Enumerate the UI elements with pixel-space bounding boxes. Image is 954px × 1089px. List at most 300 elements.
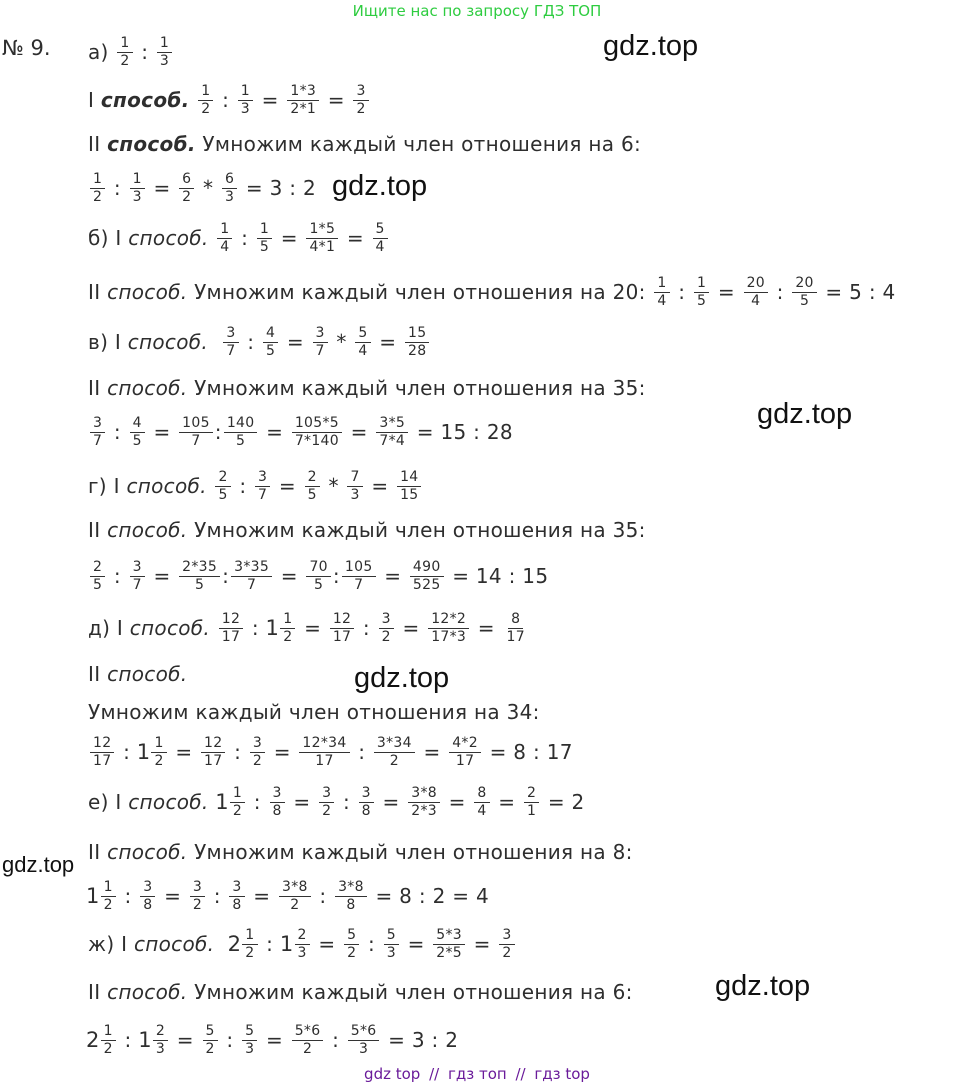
fraction-denominator: 4*1 [309,238,336,255]
fraction-denominator: 5 [218,486,228,503]
fraction [292,1024,324,1057]
fraction [379,612,394,645]
fraction-denominator: 5 [259,238,270,255]
footer-link-gdz-top-ru[interactable]: гдз топ [447,1065,507,1083]
fraction-numerator: 6 [222,172,237,189]
method-label: способ. [107,840,188,864]
method-label: способ. [133,932,215,956]
fraction-numerator: 3 [90,416,105,433]
math-text [209,226,216,250]
method-label: способ. [128,790,209,814]
math-text: : [247,790,268,814]
math-text: = [157,884,188,908]
math-text: = [168,740,200,764]
fraction-numerator: 105*5 [292,416,342,433]
fraction [263,326,278,359]
math-text: Умножим каждый член отношения на 34: [88,700,540,724]
solution-line [88,126,641,162]
math-text: Умножим каждый член отношения на 8: [187,840,633,864]
fraction-denominator: 17 [93,752,112,769]
fraction-numerator: 5 [384,928,399,945]
method-label: способ. [107,376,188,400]
fraction-denominator: 2 [245,944,255,961]
footer-separator: // [429,1065,440,1083]
solution-line [88,82,371,118]
math-text: д) I [88,616,130,640]
math-text: = [340,226,371,250]
fraction-numerator: 3 [353,84,368,101]
fraction-denominator: 2 [103,1040,113,1057]
fraction [179,416,213,449]
fraction-numerator: 3*8 [279,880,311,897]
fraction-denominator: 15 [400,486,419,503]
math-text: : [356,616,377,640]
fraction [287,84,319,117]
method-label: способ. [107,132,196,156]
math-text: = [467,932,498,956]
fraction [255,470,270,503]
fraction [376,416,408,449]
fraction [405,326,429,359]
math-text: = [375,790,407,814]
math-text: = [395,616,427,640]
math-text: ж) I [88,932,134,956]
fraction [792,276,816,309]
solution-line [88,370,646,406]
fraction-numerator: 1 [151,736,166,753]
fraction-numerator: 12 [330,612,354,629]
fraction-denominator: 4 [358,342,368,359]
fraction-denominator: 17*3 [431,628,467,645]
math-text: I [88,88,101,112]
fraction [215,470,230,503]
math-text [210,616,217,640]
fraction-denominator: 5 [195,576,205,593]
math-text: : [312,884,334,908]
math-text: : [134,40,155,64]
math-text: = [255,88,286,112]
fraction-numerator: 4 [263,326,278,343]
solution-line [88,974,633,1010]
fraction [408,786,440,819]
fraction-numerator: 1 [117,36,132,53]
fraction-denominator: 7 [258,486,268,503]
math-text: = [146,420,178,444]
fraction-denominator: 3 [155,1040,166,1057]
fraction-numerator: 15 [405,326,429,343]
method-label: способ. [100,88,190,112]
fraction-denominator: 2*3 [411,802,437,819]
fraction [355,326,370,359]
banner-text[interactable]: Ищите нас по запросу ГДЗ ТОП [352,2,602,20]
math-text: Умножим каждый член отношения на 6: [187,980,633,1004]
solution-line [88,834,633,870]
method-label: способ. [107,980,188,1004]
math-text: : [116,740,137,764]
math-text: а) [88,40,116,64]
fraction-denominator: 2 [283,628,293,645]
fraction-numerator: 5 [203,1024,218,1041]
fraction-denominator: 7 [246,576,257,593]
fraction-numerator: 1 [157,36,172,53]
fraction-numerator: 3*8 [335,880,367,897]
fraction-numerator: 12 [201,736,225,753]
footer-link-gdz-top[interactable]: gdz top [364,1065,421,1083]
fraction-denominator: 2 [290,896,300,913]
fraction [250,736,265,769]
math-text: = [400,932,432,956]
footer-link-gdz-top-mixed[interactable]: гдз top [534,1065,590,1083]
math-text: * [329,330,354,354]
fraction-numerator: 1*3 [287,84,319,101]
fraction-numerator: 2 [295,928,310,945]
fraction [270,786,285,819]
watermark: gdz.top [715,970,811,1002]
fraction [203,1024,218,1057]
fraction [499,928,514,961]
fraction-denominator: 2 [154,752,164,769]
fraction [342,560,376,593]
solution-line [88,170,316,206]
fraction [313,326,328,359]
fraction-numerator: 5*6 [292,1024,324,1041]
fraction-numerator: 1 [130,172,145,189]
fraction-numerator: 1 [198,84,213,101]
fraction-denominator: 4 [220,238,230,255]
fraction [130,416,145,449]
fraction [330,612,354,645]
math-text: = 5 : 4 [818,280,896,304]
fraction [217,222,232,255]
math-text: = [246,884,278,908]
fraction [397,470,421,503]
method-label: способ. [128,226,209,250]
math-text: Умножим каждый член отношения на 20: [187,280,653,304]
fraction-denominator: 2*5 [436,944,463,961]
fraction-numerator: 3 [130,560,145,577]
fraction-denominator: 7 [354,576,364,593]
math-text: : [361,932,382,956]
fraction-denominator: 8 [346,896,356,913]
fraction-denominator: 4 [751,292,761,309]
watermark: gdz.top [757,398,853,430]
fraction-numerator: 70 [306,560,330,577]
fraction-numerator: 1 [654,276,669,293]
math-text: = [274,564,305,588]
math-text: : [234,226,255,250]
mixed-whole-part: 2 [227,932,242,956]
fraction-denominator: 5 [314,576,324,593]
math-text: г) I [88,474,127,498]
fraction-numerator: 4 [130,416,145,433]
fraction [524,786,539,819]
math-text: = [286,790,318,814]
footer-separator: // [515,1065,526,1083]
fraction-denominator: 2 [381,628,391,645]
fraction-denominator: 2 [93,188,103,205]
solution-line [88,784,585,820]
mixed-whole-part: 1 [86,884,100,908]
solution-line [88,610,530,646]
fraction-numerator: 1 [280,612,295,629]
fraction-denominator: 2 [356,100,366,117]
fraction [280,612,295,645]
math-text: : [107,564,128,588]
math-text: : [245,616,266,640]
fraction [130,560,145,593]
watermark: gdz.top [2,852,75,877]
fraction [347,470,362,503]
fraction-denominator: 2 [232,802,243,819]
fraction-denominator: 2 [201,100,211,117]
fraction-denominator: 525 [412,576,441,593]
math-text: = [343,420,375,444]
fraction-numerator: 2 [215,470,230,487]
fraction-denominator: 17 [332,628,352,645]
math-text: : [351,740,372,764]
math-text: : [107,176,128,200]
math-text: : [222,564,230,588]
fraction [257,222,272,255]
fraction-numerator: 1 [217,222,232,239]
fraction-numerator: 2 [524,786,539,803]
fraction-numerator: 2 [153,1024,168,1041]
fraction-numerator: 7 [347,470,362,487]
fraction-numerator: 3 [379,612,394,629]
fraction-denominator: 3 [240,100,251,117]
fraction [229,880,244,913]
math-text: : [117,1028,139,1052]
fraction-denominator: 8 [143,896,153,913]
fraction-numerator: 2*35 [179,560,220,577]
math-text: = 8 : 17 [482,740,573,764]
fraction-denominator: 3 [225,188,235,205]
fraction-denominator: 7 [226,342,236,359]
fraction [231,560,272,593]
math-text: = 8 : 2 = 4 [368,884,489,908]
fraction-numerator: 8 [474,786,489,803]
fraction-denominator: 17 [315,752,334,769]
fraction-denominator: 2 [322,802,332,819]
fraction-numerator: 490 [410,560,444,577]
math-text: Умножим каждый член отношения на 6: [195,132,642,156]
fraction-denominator: 5 [265,342,276,359]
fraction-denominator: 17 [455,752,475,769]
fraction [101,880,116,913]
fraction [90,172,105,205]
top-banner[interactable] [0,0,954,22]
math-text [190,88,197,112]
fraction-numerator: 12 [90,736,114,753]
fraction [292,416,342,449]
math-text: II [88,980,108,1004]
fraction-denominator: 17 [204,752,223,769]
fraction-numerator: 12 [219,612,243,629]
fraction-denominator: 8 [272,802,282,819]
solution-line [88,414,513,450]
fraction [222,172,237,205]
fraction-numerator: 6 [179,172,194,189]
fraction-denominator: 7 [191,432,201,449]
fraction-denominator: 2 [205,1040,215,1057]
solution-line [88,220,390,256]
fraction-numerator: 3 [140,880,155,897]
fraction-denominator: 3 [386,944,396,961]
fraction [157,36,172,69]
fraction-numerator: 5 [242,1024,257,1041]
fraction [90,560,105,593]
fraction-denominator: 3 [132,188,142,205]
fraction-numerator: 1 [101,1024,116,1041]
fraction-denominator: 17 [506,628,525,645]
fraction-denominator: 5 [696,292,707,309]
fraction [224,416,258,449]
math-text: : [107,420,128,444]
fraction [198,84,213,117]
fraction-numerator: 3 [223,326,238,343]
fraction-numerator: 14 [397,470,421,487]
fraction-denominator: 5 [236,432,246,449]
fraction-denominator: 28 [407,342,427,359]
math-text: = 14 : 15 [445,564,549,588]
fraction [353,84,368,117]
fraction-denominator: 5 [93,576,103,593]
fraction [190,880,205,913]
fraction-denominator: 2 [347,944,357,961]
fraction-denominator: 7 [93,432,103,449]
math-text: : [117,884,139,908]
math-text: Умножим каждый член отношения на 35: [187,376,646,400]
solution-line [88,324,431,360]
math-text: = [416,740,448,764]
math-text: : [227,740,248,764]
mixed-whole-part: 2 [86,1028,100,1052]
method-label: способ. [127,330,209,354]
solution-line [86,1022,458,1058]
math-text: : [219,1028,241,1052]
fraction-numerator: 3*35 [231,560,272,577]
fraction [306,560,330,593]
math-text: : [259,932,280,956]
math-text: е) I [88,790,129,814]
math-text: : [232,474,254,498]
math-text: = [170,1028,201,1052]
math-text [207,474,214,498]
math-text: = [146,564,178,588]
fraction-denominator: 8 [361,802,371,819]
math-text: II [88,840,108,864]
math-text: = [272,474,303,498]
math-text [214,932,227,956]
mixed-whole-part: 1 [138,1028,152,1052]
fraction-denominator: 1 [526,802,537,819]
fraction [201,736,225,769]
fraction-numerator: 3 [270,786,285,803]
math-text: = 15 : 28 [410,420,513,444]
fraction-numerator: 140 [224,416,258,433]
math-text: = [711,280,742,304]
math-text: = [267,740,298,764]
fraction-numerator: 1 [694,276,709,293]
fraction [223,326,238,359]
fraction-numerator: 3 [359,786,374,803]
fraction-numerator: 3 [255,470,270,487]
math-text: : [214,420,222,444]
math-text: = [441,790,473,814]
fraction [373,222,388,255]
math-text: : [332,564,340,588]
method-label: способ. [107,518,188,542]
math-text: II [88,280,108,304]
math-text: = [274,226,305,250]
fraction [694,276,709,309]
fraction-numerator: 5*6 [348,1024,380,1041]
fraction-denominator: 5 [307,486,317,503]
fraction [428,612,469,645]
fraction-numerator: 8 [508,612,523,629]
fraction [219,612,243,645]
fraction [238,84,253,117]
fraction-denominator: 7*140 [294,432,339,449]
math-text: II [88,376,108,400]
math-text: = [491,790,522,814]
fraction-denominator: 2 [103,896,113,913]
watermark: gdz.top [603,30,699,62]
fraction-numerator: 5 [344,928,359,945]
math-text: = [297,616,328,640]
fraction-denominator: 8 [232,896,242,913]
fraction-numerator: 3*34 [374,736,415,753]
fraction-numerator: 20 [744,276,768,293]
fraction [90,416,105,449]
fraction-denominator: 2 [120,52,130,69]
fraction [449,736,481,769]
math-text: = [259,1028,290,1052]
fraction-denominator: 4 [375,238,385,255]
fraction-numerator: 105 [179,416,213,433]
fraction [319,786,334,819]
fraction-denominator: 3 [297,944,307,961]
fraction-denominator: 3 [245,1040,255,1057]
fraction [359,786,374,819]
fraction [348,1024,380,1057]
math-text [208,330,221,354]
mixed-whole-part: 1 [136,740,151,764]
math-text: : [207,884,228,908]
fraction-numerator: 3*5 [376,416,408,433]
solution-line [88,656,187,692]
math-text: : [336,790,357,814]
footer-links [0,1063,954,1085]
fraction [305,470,320,503]
fraction-numerator: 105 [342,560,376,577]
math-text: * [321,474,346,498]
math-text: б) I [88,226,129,250]
math-text: = [471,616,502,640]
fraction-numerator: 1*5 [306,222,338,239]
problem-number: № 9. [2,36,51,60]
solution-line [88,274,896,310]
fraction [306,222,338,255]
math-text: II [88,132,108,156]
fraction-denominator: 7 [315,342,325,359]
fraction [153,1024,168,1057]
fraction-denominator: 5 [799,292,810,309]
fraction-numerator: 2 [90,560,105,577]
math-text: = 3 : 2 [381,1028,459,1052]
solution-line [88,34,174,70]
math-text: = [259,420,290,444]
